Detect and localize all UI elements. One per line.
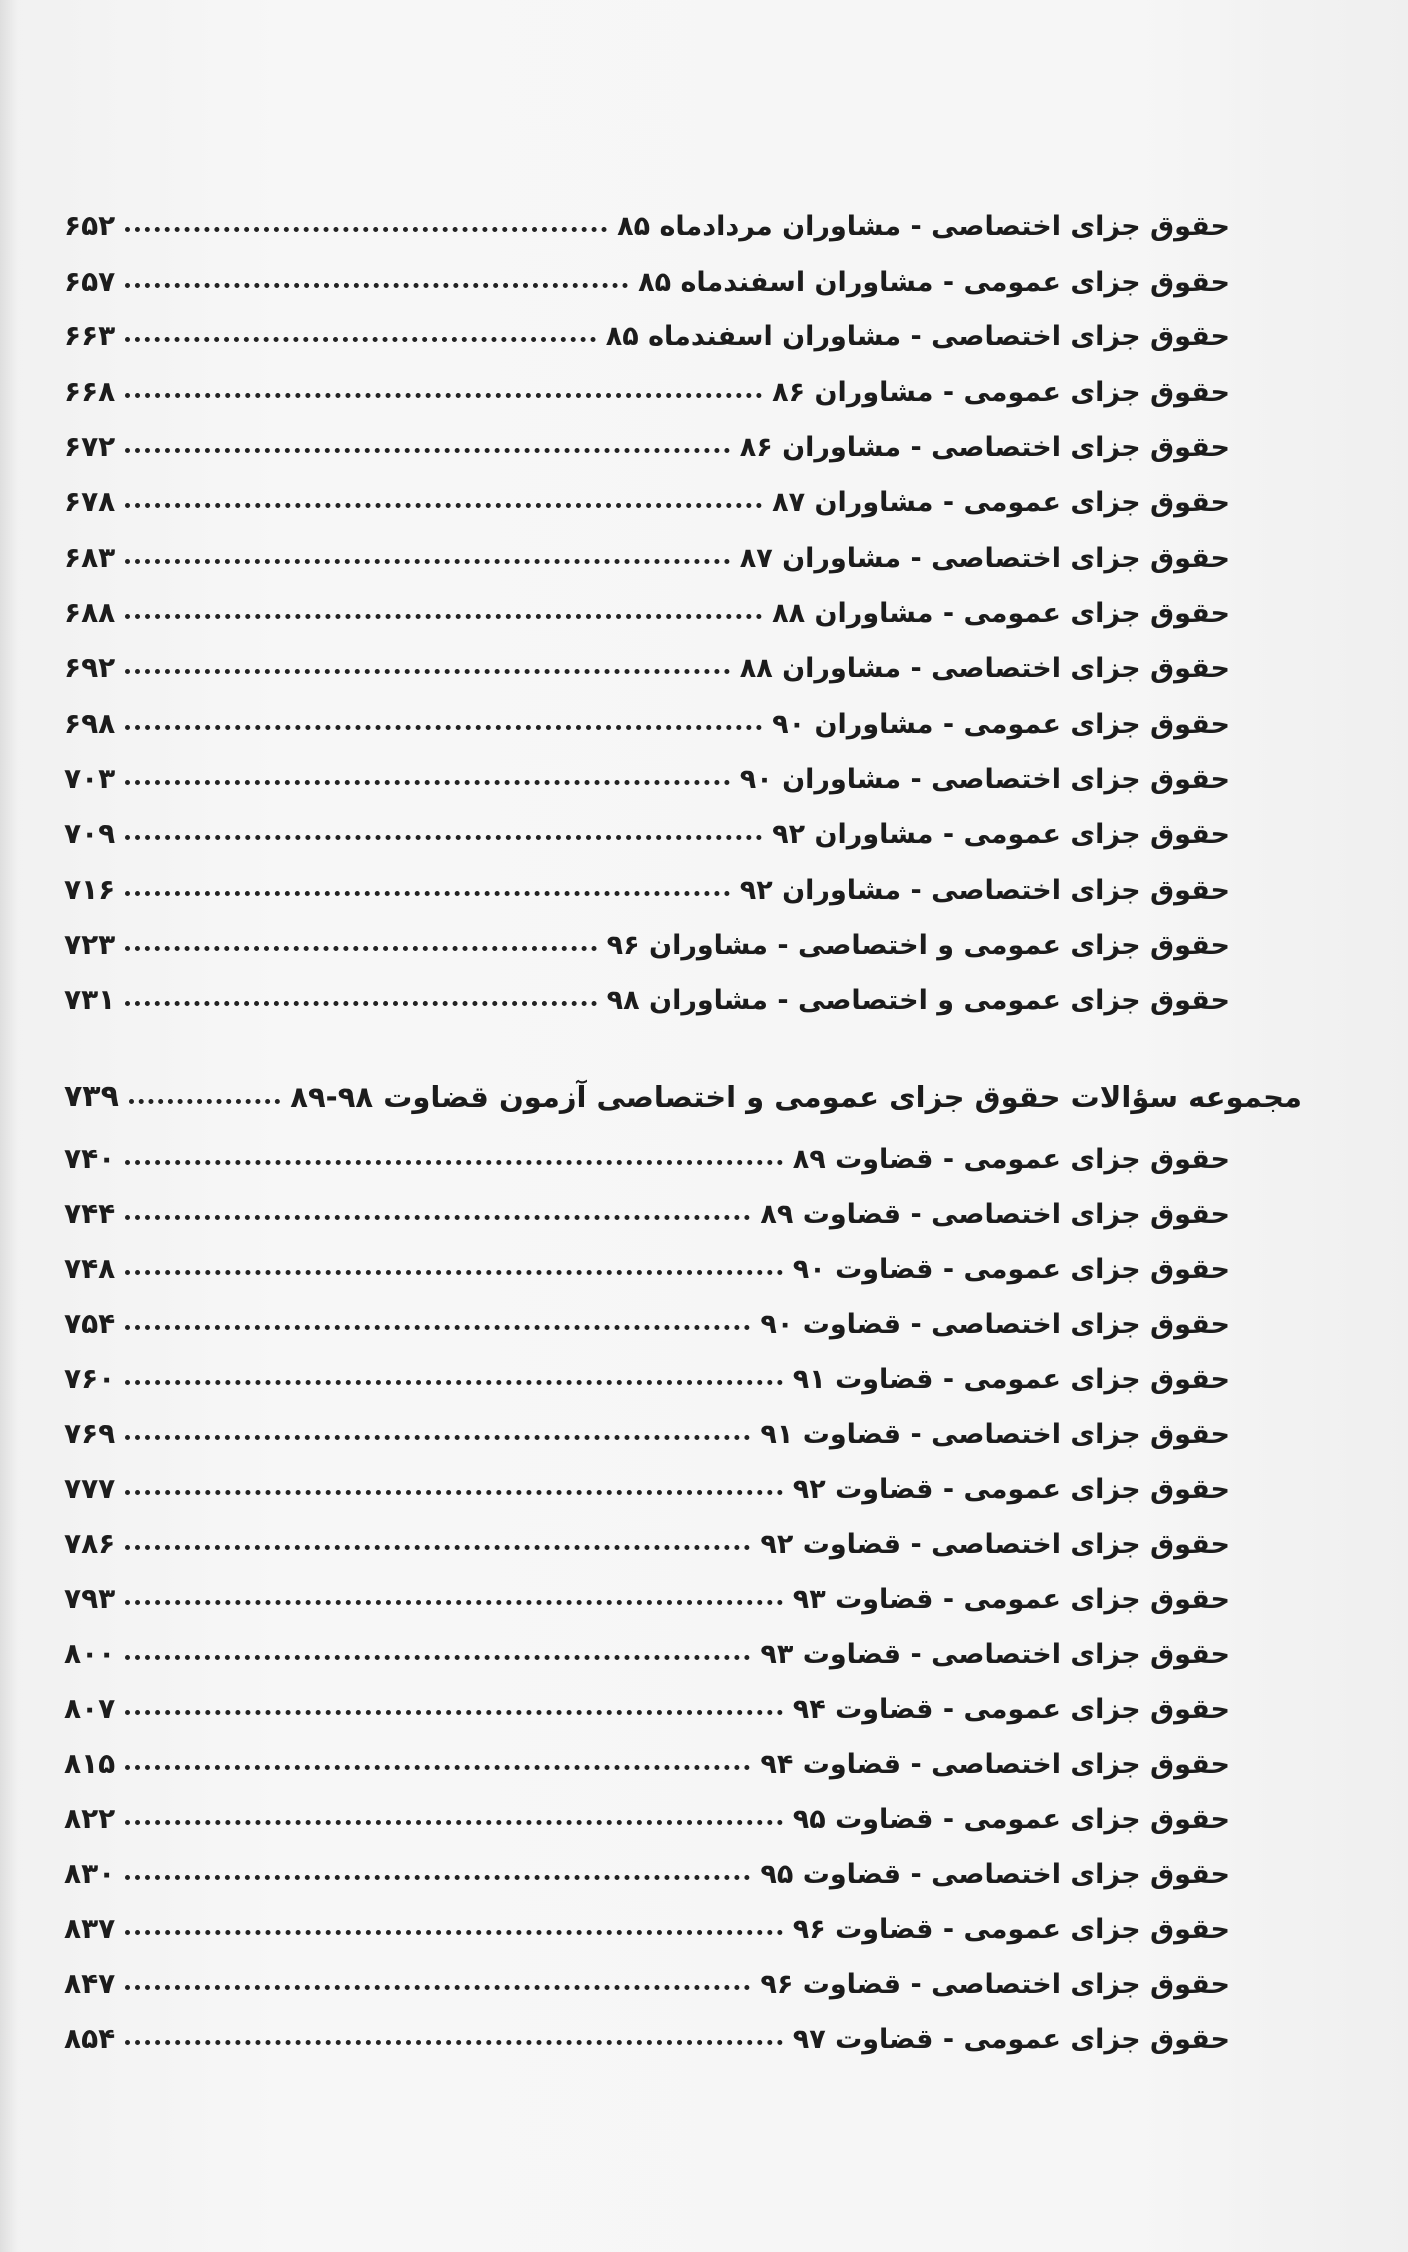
toc-entry <box>64 1457 1230 1505</box>
dot-leader <box>125 669 729 674</box>
toc-entry-page: ۷۰۳ <box>64 762 116 795</box>
toc-entry-page: ۶۸۳ <box>64 541 116 574</box>
toc-entry-page: ۶۹۲ <box>64 651 116 684</box>
dot-leader <box>125 1215 750 1220</box>
toc-entry-page: ۷۰۹ <box>64 817 116 850</box>
toc-entry-page: ۷۴۴ <box>64 1197 116 1230</box>
toc-entry-title: حقوق جزای اختصاصی - قضاوت ۹۶ <box>760 1969 1230 2000</box>
toc-entry-title: حقوق جزای عمومی و اختصاصی - مشاوران ۹۶ <box>606 930 1230 961</box>
toc-entry-page: ۶۶۳ <box>64 319 116 352</box>
dot-leader <box>125 283 628 288</box>
dot-leader <box>125 891 729 896</box>
dot-leader <box>125 946 596 951</box>
toc-entry-page: ۶۷۲ <box>64 430 116 463</box>
dot-leader <box>125 1380 782 1385</box>
toc-entry <box>64 636 1230 684</box>
toc-entry-page: ۸۱۵ <box>64 1747 116 1780</box>
toc-entry-page: ۷۳۱ <box>64 983 116 1016</box>
dot-leader <box>125 1435 750 1440</box>
toc-entry-page: ۶۷۸ <box>64 485 116 518</box>
toc-entry-page: ۷۸۶ <box>64 1527 116 1560</box>
toc-entry-page: ۸۳۰ <box>64 1857 116 1890</box>
toc-entry-page: ۶۵۷ <box>64 265 116 298</box>
toc-entry-title: حقوق جزای عمومی - قضاوت ۹۴ <box>792 1694 1230 1725</box>
dot-leader <box>125 1160 782 1165</box>
toc-entry-page: ۸۴۷ <box>64 1967 116 2000</box>
dot-leader <box>125 1270 782 1275</box>
toc-entry <box>64 526 1230 574</box>
dot-leader <box>125 2040 782 2045</box>
toc-entry-page: ۶۵۲ <box>64 209 116 242</box>
toc-entry-title: حقوق جزای عمومی - قضاوت ۹۳ <box>792 1584 1230 1615</box>
toc-entry <box>64 858 1230 906</box>
toc-entry-title: حقوق جزای اختصاصی - قضاوت ۹۱ <box>760 1419 1230 1450</box>
dot-leader <box>125 780 729 785</box>
toc-entry-page: ۸۰۰ <box>64 1637 116 1670</box>
toc-entry-title: حقوق جزای عمومی و اختصاصی - مشاوران ۹۸ <box>606 985 1230 1016</box>
toc-entry <box>64 1622 1230 1670</box>
toc-entry <box>64 1237 1230 1285</box>
dot-leader <box>125 393 762 398</box>
section-heading-page: ۷۳۹ <box>64 1079 119 1114</box>
dot-leader <box>125 1001 596 1006</box>
toc-entry-title: حقوق جزای اختصاصی - مشاوران اسفندماه ۸۵ <box>605 321 1230 352</box>
toc-entry <box>64 1512 1230 1560</box>
dot-leader <box>125 1875 750 1880</box>
toc-entry-title: حقوق جزای اختصاصی - مشاوران ۸۸ <box>739 653 1230 684</box>
toc-entry-title: حقوق جزای عمومی - قضاوت ۸۹ <box>792 1144 1230 1175</box>
dot-leader <box>125 1765 750 1770</box>
toc-entry-title: حقوق جزای عمومی - قضاوت ۹۲ <box>792 1474 1230 1505</box>
section-heading-title: مجموعه سؤالات حقوق جزای عمومی و اختصاصی آزمون قضاوت ۹۸-۸۹ <box>290 1080 1302 1114</box>
toc-entry <box>64 1292 1230 1340</box>
toc-entry <box>64 470 1230 518</box>
toc-entry-page: ۶۹۸ <box>64 707 116 740</box>
dot-leader <box>125 835 762 840</box>
toc-entry-page: ۸۵۴ <box>64 2022 116 2055</box>
toc-entry <box>64 1787 1230 1835</box>
toc-entry <box>64 913 1230 961</box>
toc-entry-page: ۷۱۶ <box>64 873 116 906</box>
toc-entry <box>64 968 1230 1016</box>
dot-leader <box>125 1820 782 1825</box>
toc-entry-page: ۷۶۰ <box>64 1362 116 1395</box>
dot-leader <box>125 1600 782 1605</box>
toc-entry-page: ۷۶۹ <box>64 1417 116 1450</box>
toc-entry <box>64 304 1230 352</box>
dot-leader <box>125 1930 782 1935</box>
toc-entry-page: ۸۲۲ <box>64 1802 116 1835</box>
toc-entry-title: حقوق جزای اختصاصی - مشاوران ۹۲ <box>739 875 1230 906</box>
toc-entry-page: ۷۵۴ <box>64 1307 116 1340</box>
toc-entry-page: ۸۳۷ <box>64 1912 116 1945</box>
toc-entry-page: ۶۶۸ <box>64 375 116 408</box>
toc-entry <box>64 360 1230 408</box>
toc-entry <box>64 747 1230 795</box>
toc-entry-title: حقوق جزای عمومی - قضاوت ۹۷ <box>792 2024 1230 2055</box>
toc-entry <box>64 1677 1230 1725</box>
toc-entry-title: حقوق جزای اختصاصی - مشاوران ۸۷ <box>739 543 1230 574</box>
toc-entry-page: ۷۷۷ <box>64 1472 116 1505</box>
toc-entry-title: حقوق جزای عمومی - قضاوت ۹۶ <box>792 1914 1230 1945</box>
dot-leader <box>125 1545 750 1550</box>
toc-entry-page: ۶۸۸ <box>64 596 116 629</box>
toc-entry <box>64 1732 1230 1780</box>
toc-entry-title: حقوق جزای عمومی - مشاوران ۹۰ <box>772 709 1230 740</box>
toc-entry-title: حقوق جزای عمومی - مشاوران اسفندماه ۸۵ <box>638 267 1230 298</box>
dot-leader <box>125 503 762 508</box>
toc-entry-title: حقوق جزای عمومی - مشاوران ۹۲ <box>772 819 1230 850</box>
toc-entry-page: ۸۰۷ <box>64 1692 116 1725</box>
toc-entry-title: حقوق جزای اختصاصی - قضاوت ۹۵ <box>760 1859 1230 1890</box>
toc-entry <box>64 1127 1230 1175</box>
toc-entry <box>64 1897 1230 1945</box>
toc-entry <box>64 1347 1230 1395</box>
toc-entry <box>64 581 1230 629</box>
toc-entry-title: حقوق جزای عمومی - قضاوت ۹۰ <box>792 1254 1230 1285</box>
dot-leader <box>125 1710 782 1715</box>
toc-entry-title: حقوق جزای اختصاصی - قضاوت ۹۲ <box>760 1529 1230 1560</box>
toc-entry <box>64 802 1230 850</box>
dot-leader <box>125 1490 782 1495</box>
dot-leader <box>125 1655 750 1660</box>
toc-entry <box>64 692 1230 740</box>
toc-entry <box>64 1402 1230 1450</box>
toc-entry <box>64 194 1230 242</box>
toc-entry-page: ۷۴۸ <box>64 1252 116 1285</box>
toc-entry-title: حقوق جزای عمومی - مشاوران ۸۶ <box>772 377 1230 408</box>
dot-leader <box>125 559 729 564</box>
toc-entry-title: حقوق جزای اختصاصی - قضاوت ۹۴ <box>760 1749 1230 1780</box>
toc-entry-page: ۷۲۳ <box>64 928 116 961</box>
section-heading <box>64 1066 1302 1114</box>
toc-entry <box>64 1952 1230 2000</box>
dot-leader <box>125 1985 750 1990</box>
toc-entry <box>64 2007 1230 2055</box>
dot-leader <box>125 614 762 619</box>
toc-entry-title: حقوق جزای اختصاصی - قضاوت ۹۰ <box>760 1309 1230 1340</box>
toc-entry-title: حقوق جزای اختصاصی - قضاوت ۹۳ <box>760 1639 1230 1670</box>
toc-entry-title: حقوق جزای عمومی - قضاوت ۹۱ <box>792 1364 1230 1395</box>
dot-leader <box>125 448 729 453</box>
dot-leader <box>125 337 595 342</box>
dot-leader <box>129 1099 280 1104</box>
toc-entry-title: حقوق جزای اختصاصی - مشاوران ۸۶ <box>739 432 1230 463</box>
toc-entry <box>64 415 1230 463</box>
toc-entry-page: ۷۹۳ <box>64 1582 116 1615</box>
toc-entry <box>64 1567 1230 1615</box>
toc-entry <box>64 1182 1230 1230</box>
toc-entry-title: حقوق جزای اختصاصی - قضاوت ۸۹ <box>760 1199 1230 1230</box>
toc-entry-title: حقوق جزای عمومی - مشاوران ۸۷ <box>772 487 1230 518</box>
dot-leader <box>125 725 762 730</box>
toc-entry-title: حقوق جزای اختصاصی - مشاوران ۹۰ <box>739 764 1230 795</box>
toc-entry-title: حقوق جزای عمومی - مشاوران ۸۸ <box>772 598 1230 629</box>
dot-leader <box>125 227 607 232</box>
toc-entry <box>64 250 1230 298</box>
dot-leader <box>125 1325 750 1330</box>
toc-entry-page: ۷۴۰ <box>64 1142 116 1175</box>
toc-entry-title: حقوق جزای اختصاصی - مشاوران مردادماه ۸۵ <box>617 211 1230 242</box>
toc-entry <box>64 1842 1230 1890</box>
toc-entry-title: حقوق جزای عمومی - قضاوت ۹۵ <box>792 1804 1230 1835</box>
